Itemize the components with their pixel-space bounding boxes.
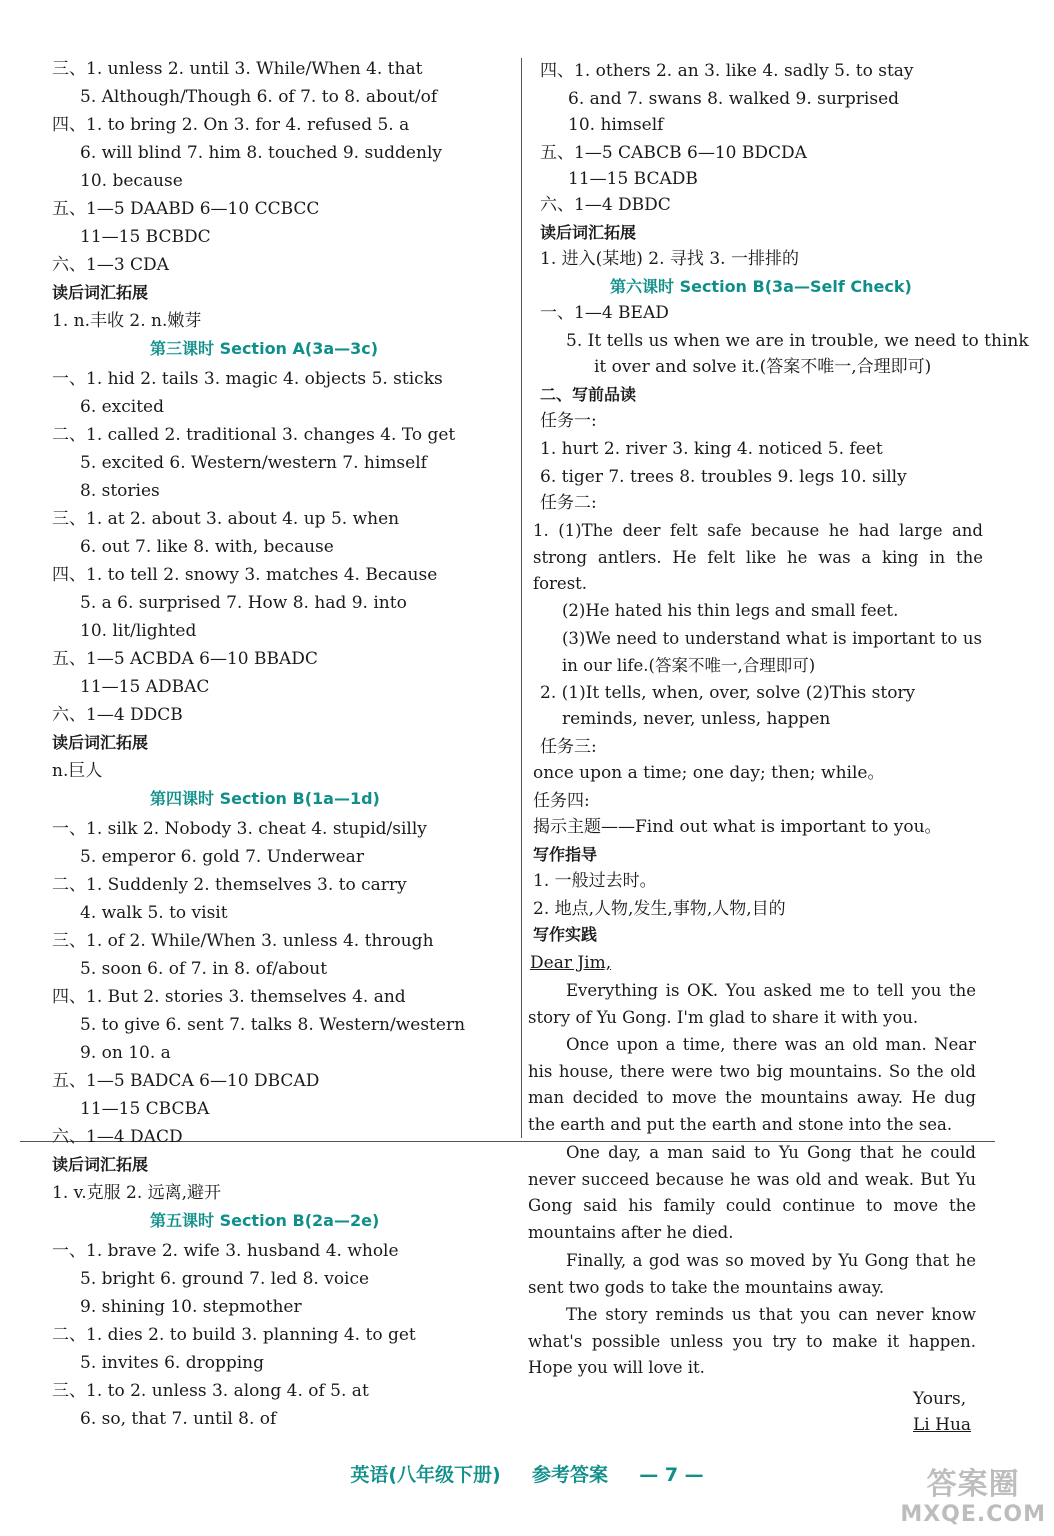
left-answer-line: 五、1—5 BADCA 6—10 DBCAD xyxy=(52,1071,320,1091)
left-answer-line: 5. emperor 6. gold 7. Underwear xyxy=(80,847,364,867)
left-answer-line: 5. to give 6. sent 7. talks 8. Western/western xyxy=(80,1015,466,1035)
task2-p2: (2)He hated his thin legs and small feet. xyxy=(562,601,899,620)
right-answer-line: 揭示主题——Find out what is important to you。 xyxy=(533,817,942,837)
left-answer-line: 读后词汇拓展 xyxy=(52,1155,149,1174)
task2-answer-3 xyxy=(562,626,982,679)
left-answer-line: 1. n.丰收 2. n.嫩芽 xyxy=(52,311,202,331)
left-answer-line: 一、1. hid 2. tails 3. magic 4. objects 5. sticks xyxy=(52,369,443,389)
right-answer-line: it over and solve it.(答案不唯一,合理即可) xyxy=(594,357,932,377)
left-answer-line: 11—15 BCBDC xyxy=(80,227,211,247)
right-answer-line: 6. and 7. swans 8. walked 9. surprised xyxy=(568,89,900,109)
right-answer-line: 写作指导 xyxy=(533,845,598,864)
left-answer-line: n.巨人 xyxy=(52,761,103,781)
left-answer-line: 6. excited xyxy=(80,397,165,417)
letter-signature: Li Hua xyxy=(913,1415,972,1435)
letter-paragraph-3: One day, a man said to Yu Gong that he could never succeed because he was old and weak. But Yu Gong said his family could continue to move the mountains after he died. xyxy=(528,1143,976,1242)
left-answer-line: 6. out 7. like 8. with, because xyxy=(80,537,334,557)
right-answer-line: reminds, never, unless, happen xyxy=(562,709,831,729)
right-answer-line: 任务四: xyxy=(533,791,590,811)
letter-paragraph-5: The story reminds us that you can never know what's possible unless you try to make it happen. Hope you will love it. xyxy=(528,1305,976,1377)
left-answer-line: 第三课时 Section A(3a—3c) xyxy=(150,339,379,358)
left-answer-line: 四、1. to tell 2. snowy 3. matches 4. Because xyxy=(52,565,438,585)
left-answer-line: 6. will blind 7. him 8. touched 9. suddenly xyxy=(80,143,442,163)
left-answer-line: 四、1. to bring 2. On 3. for 4. refused 5. a xyxy=(52,115,410,135)
page-footer xyxy=(0,1460,1054,1487)
right-answer-line: 第六课时 Section B(3a—Self Check) xyxy=(610,277,912,296)
footer-subject: 英语(八年级下册) xyxy=(350,1464,501,1486)
letter-closing: Yours, xyxy=(913,1389,967,1409)
left-answer-line: 一、1. brave 2. wife 3. husband 4. whole xyxy=(52,1241,399,1261)
right-answer-line: 任务三: xyxy=(540,737,597,757)
left-answer-line: 四、1. But 2. stories 3. themselves 4. and xyxy=(52,987,406,1007)
left-answer-line: 9. shining 10. stepmother xyxy=(80,1297,302,1317)
letter-paragraph-4: Finally, a god was so moved by Yu Gong that he sent two gods to take the mountains away. xyxy=(528,1251,976,1297)
right-answer-line: 写作实践 xyxy=(533,925,598,944)
task2-answer-1 xyxy=(533,518,983,598)
left-answer-line: 六、1—4 DACD xyxy=(52,1127,183,1147)
left-answer-line: 11—15 ADBAC xyxy=(80,677,210,697)
right-answer-line: once upon a time; one day; then; while。 xyxy=(533,763,885,783)
left-answer-line: 三、1. unless 2. until 3. While/When 4. that xyxy=(52,59,423,79)
watermark-logo xyxy=(900,1467,1046,1530)
right-answer-line: 六、1—4 DBDC xyxy=(540,195,671,215)
letter-salutation: Dear Jim, xyxy=(530,953,612,973)
left-answer-line: 10. because xyxy=(80,171,183,191)
right-answer-line: 任务一: xyxy=(540,411,597,431)
watermark-line2: MXQE.COM xyxy=(900,1502,1046,1527)
left-answer-line: 8. stories xyxy=(80,481,160,501)
right-answer-line: 2. 地点,人物,发生,事物,人物,目的 xyxy=(533,899,786,919)
left-answer-line: 第五课时 Section B(2a—2e) xyxy=(150,1211,380,1230)
right-answer-line: 2. (1)It tells, when, over, solve (2)This story xyxy=(540,683,916,703)
right-answer-line: 读后词汇拓展 xyxy=(540,223,637,242)
left-answer-line: 第四课时 Section B(1a—1d) xyxy=(150,789,380,808)
left-answer-line: 5. Although/Though 6. of 7. to 8. about/of xyxy=(80,87,438,107)
left-answer-line: 二、1. called 2. traditional 3. changes 4. To get xyxy=(52,425,456,445)
left-answer-line: 5. excited 6. Western/western 7. himself xyxy=(80,453,427,473)
left-answer-line: 读后词汇拓展 xyxy=(52,283,149,302)
footer-label: 参考答案 xyxy=(531,1464,608,1486)
right-answer-line: 10. himself xyxy=(568,115,664,135)
left-answer-line: 六、1—4 DDCB xyxy=(52,705,183,725)
letter-paragraph-1: Everything is OK. You asked me to tell you the story of Yu Gong. I'm glad to share it with you. xyxy=(528,981,976,1027)
right-answer-line: 一、1—4 BEAD xyxy=(540,303,669,323)
task2-answer-2 xyxy=(562,598,982,625)
footer-page-number: — 7 — xyxy=(639,1464,704,1486)
letter-paragraph-2: Once upon a time, there was an old man. Near his house, there were two big mountains. So the old man decided to move the mountains away. He dug the earth and put the earth and stone into the sea. xyxy=(528,1035,976,1134)
right-answer-line: 11—15 BCADB xyxy=(568,169,698,189)
left-answer-line: 五、1—5 DAABD 6—10 CCBCC xyxy=(52,199,320,219)
left-answer-line: 二、1. dies 2. to build 3. planning 4. to get xyxy=(52,1325,416,1345)
left-answer-line: 1. v.克服 2. 远离,避开 xyxy=(52,1183,222,1203)
left-answer-line: 六、1—3 CDA xyxy=(52,255,169,275)
left-answer-line: 一、1. silk 2. Nobody 3. cheat 4. stupid/silly xyxy=(52,819,427,839)
left-answer-line: 5. soon 6. of 7. in 8. of/about xyxy=(80,959,328,979)
left-answer-line: 三、1. of 2. While/When 3. unless 4. through xyxy=(52,931,434,951)
left-answer-line: 10. lit/lighted xyxy=(80,621,197,641)
right-answer-line: 五、1—5 CABCB 6—10 BDCDA xyxy=(540,143,807,163)
right-answer-line: 任务二: xyxy=(540,493,597,513)
task2-p3: (3)We need to understand what is important to us in our life.(答案不唯一,合理即可) xyxy=(562,629,982,675)
column-divider xyxy=(521,58,522,1138)
watermark-line1: 答案圈 xyxy=(926,1467,1020,1502)
right-answer-line: 1. 进入(某地) 2. 寻找 3. 一排排的 xyxy=(540,249,799,269)
right-answer-line: 四、1. others 2. an 3. like 4. sadly 5. to stay xyxy=(540,61,914,81)
left-answer-line: 4. walk 5. to visit xyxy=(80,903,228,923)
left-answer-line: 五、1—5 ACBDA 6—10 BBADC xyxy=(52,649,318,669)
right-answer-line: 1. hurt 2. river 3. king 4. noticed 5. feet xyxy=(540,439,883,459)
task2-p1: 1. (1)The deer felt safe because he had large and strong antlers. He felt like he was a king in the forest. xyxy=(533,521,983,593)
left-answer-line: 5. bright 6. ground 7. led 8. voice xyxy=(80,1269,370,1289)
left-answer-line: 三、1. at 2. about 3. about 4. up 5. when xyxy=(52,509,400,529)
left-answer-line: 6. so, that 7. until 8. of xyxy=(80,1409,277,1429)
right-answer-line: 5. It tells us when we are in trouble, we need to think xyxy=(566,331,1029,351)
left-answer-line: 三、1. to 2. unless 3. along 4. of 5. at xyxy=(52,1381,369,1401)
right-answer-line: 1. 一般过去时。 xyxy=(533,871,657,891)
left-answer-line: 11—15 CBCBA xyxy=(80,1099,210,1119)
left-answer-line: 二、1. Suddenly 2. themselves 3. to carry xyxy=(52,875,407,895)
left-answer-line: 读后词汇拓展 xyxy=(52,733,149,752)
left-answer-line: 5. a 6. surprised 7. How 8. had 9. into xyxy=(80,593,407,613)
right-answer-line: 6. tiger 7. trees 8. troubles 9. legs 10. silly xyxy=(540,467,907,487)
right-answer-line: 二、写前品读 xyxy=(540,385,637,404)
left-answer-line: 9. on 10. a xyxy=(80,1043,171,1063)
left-answer-line: 5. invites 6. dropping xyxy=(80,1353,264,1373)
